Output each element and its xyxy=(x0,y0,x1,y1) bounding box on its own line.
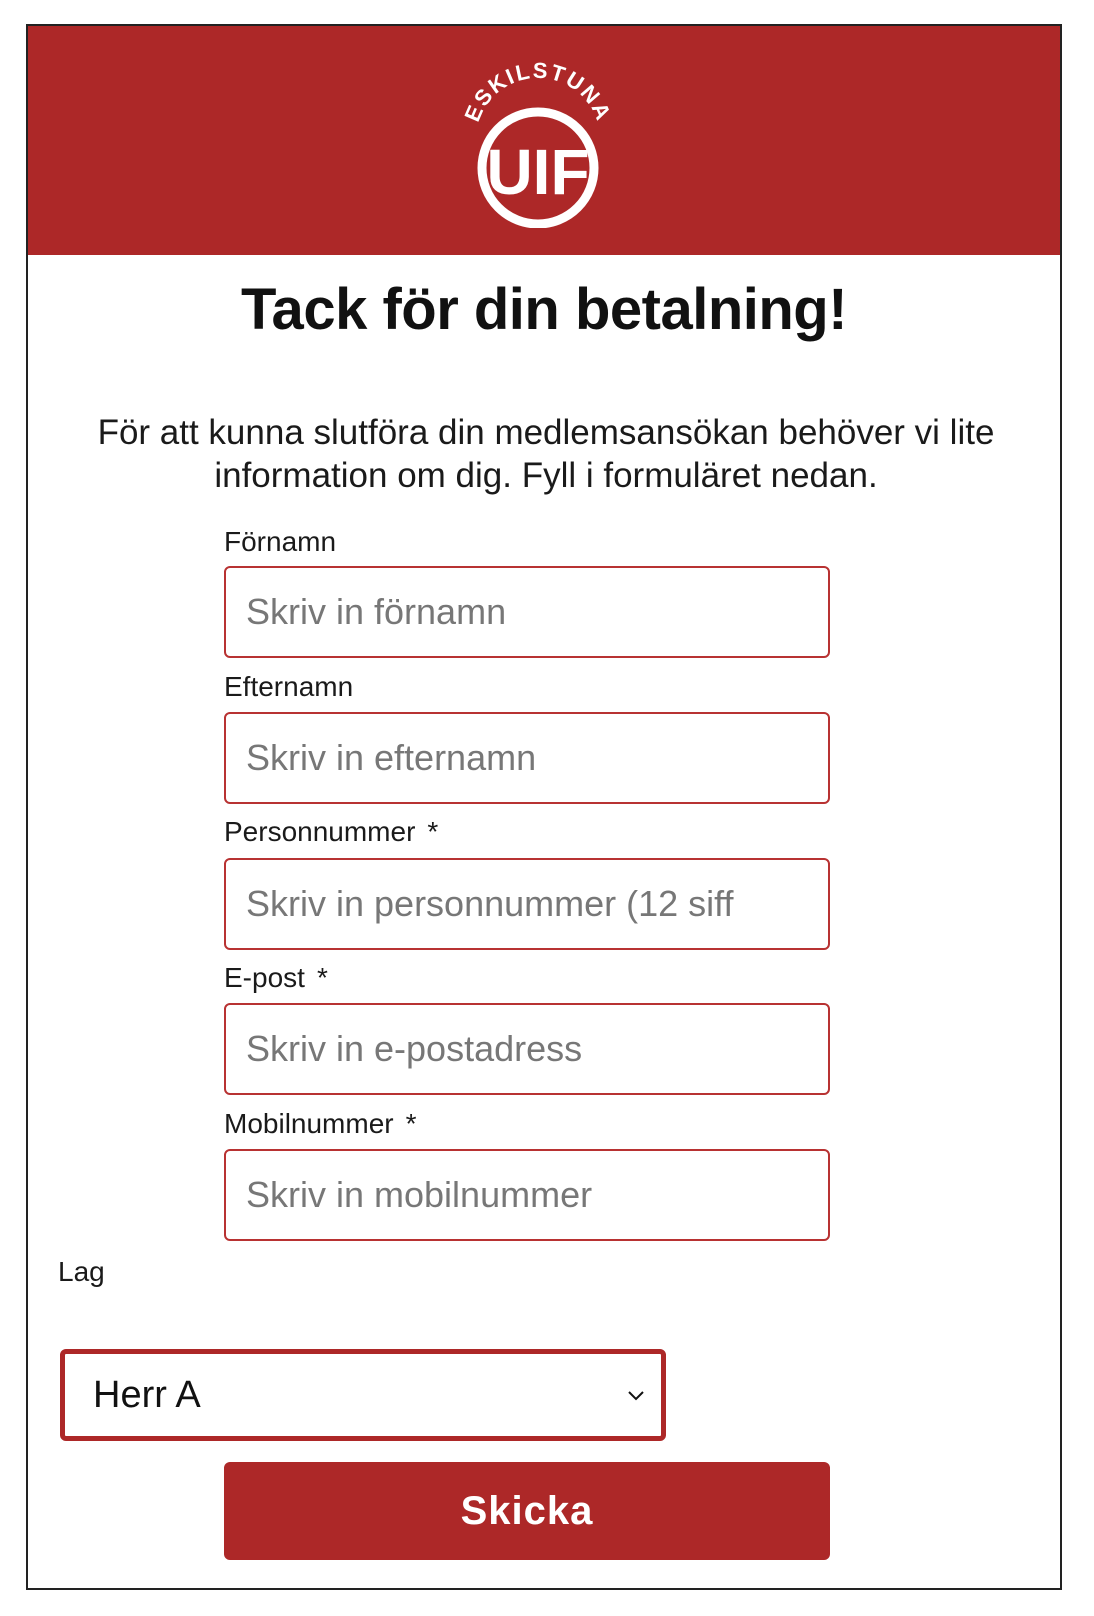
first-name-input[interactable]: Skriv in förnamn xyxy=(224,566,830,658)
mobile-input[interactable]: Skriv in mobilnummer xyxy=(224,1149,830,1241)
club-logo xyxy=(448,48,628,228)
intro-text: För att kunna slutföra din medlemsansökan behöver vi lite information om dig. Fyll i formuläret nedan. xyxy=(97,413,995,495)
form-card xyxy=(26,24,1062,1590)
logo-mark: UIF xyxy=(486,136,590,208)
team-selected-value: Herr A xyxy=(93,1373,201,1416)
personal-number-input[interactable]: Skriv in personnummer (12 siff xyxy=(224,858,830,950)
required-marker: * xyxy=(316,962,328,993)
personal-number-label: Personnummer * xyxy=(224,816,439,847)
email-input[interactable]: Skriv in e-postadress xyxy=(224,1003,830,1095)
header-banner xyxy=(28,26,1060,255)
chevron-down-icon xyxy=(625,1384,647,1406)
last-name-label: Efternamn xyxy=(224,671,354,702)
first-name-label: Förnamn xyxy=(224,526,337,557)
email-label: E-post * xyxy=(224,962,328,993)
page-title: Tack för din betalning! xyxy=(240,277,848,342)
team-label: Lag xyxy=(58,1256,105,1287)
required-marker: * xyxy=(405,1108,417,1139)
last-name-input[interactable]: Skriv in efternamn xyxy=(224,712,830,804)
mobile-label: Mobilnummer * xyxy=(224,1108,417,1139)
team-select[interactable] xyxy=(60,1349,666,1441)
logo-text: ESKILSTUNA xyxy=(459,57,617,126)
submit-button[interactable]: Skicka xyxy=(224,1462,830,1560)
required-marker: * xyxy=(427,816,439,847)
